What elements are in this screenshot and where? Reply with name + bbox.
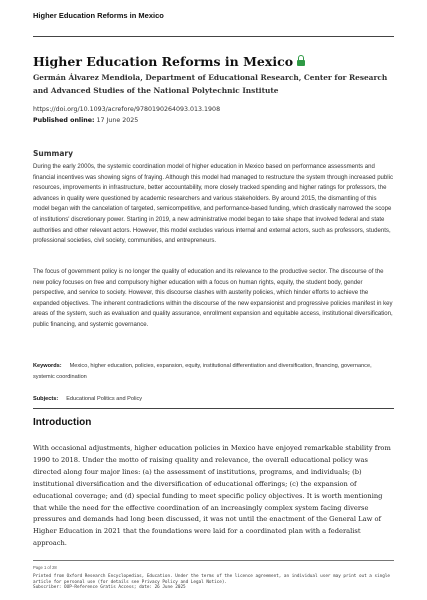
footer-divider	[33, 560, 394, 561]
section-divider	[33, 408, 394, 409]
summary-heading: Summary	[33, 149, 74, 158]
introduction-heading: Introduction	[33, 417, 92, 428]
header-divider	[33, 36, 394, 37]
keywords-line	[33, 361, 394, 382]
keywords-value: Mexico, higher education, policies, expansion, equity, institutional differentiation and diversification, financing, governance, systemic coordination	[33, 363, 372, 380]
print-notice	[33, 574, 394, 591]
page-number: Page 1 of 28	[33, 565, 57, 570]
print-notice-licence: Printed from Oxford Research Encyclopedias, Education. Under the terms of the licence agreement, an individual user may print out a single article for personal use (for details see Privacy Policy and Legal Notice).	[33, 574, 390, 585]
subjects-label: Subjects:	[33, 396, 59, 402]
published-date: 17 June 2025	[96, 117, 139, 124]
summary-paragraph-2: The focus of government policy is no longer the quality of education and its relevance to the productive sector. The discourse of the new policy focuses on free and compulsory higher education with a focus on human rights, equity, the student body, gender perspective, and service to society. However, this discourse clashes with austerity policies, which hinder efforts to achieve the expanded objectives. The inherent contradictions within the discourse of the new expansionist and progressive policies manifest in key areas of the system, such as evaluation and quality assurance, enrollment expansion and equitable access, institutional diversification, public financing, and systemic governance.	[33, 269, 393, 328]
published-line	[33, 117, 138, 124]
introduction-paragraph: With occasional adjustments, higher education policies in Mexico have enjoyed remarkable stability from 1990 to 2018. Under the motto of raising quality and relevance, the overall educational policy was directed along four major lines: (a) the assessment of institutions, programs, and individuals; (b) institutional diversification and the diversification of educational offerings; (c) the expansion of educational coverage; and (d) special funding to meet specific policy objectives. It is worth mentioning that while the need for the effective coordination of an increasingly complex system facing diverse pressures and demands had long been discussed, it was not until the enactment of the General Law of Higher Education in 2021 that the foundations were laid for a coordinated plan with a federalist approach.	[33, 444, 391, 548]
published-label: Published online:	[33, 117, 95, 124]
subjects-value[interactable]: Educational Politics and Policy	[66, 396, 143, 402]
author-affiliation: Germán Álvarez Mendiola, Department of Educational Research, Center for Research and Advanced Studies of the National Polytechnic Institute	[33, 73, 388, 95]
summary-paragraph-1: During the early 2000s, the systemic coordination model of higher education in Mexico based on performance assessments and financial incentives was showing signs of fraying. Although this model had managed to restructure the system through increased public resources, improvements in infrastructure, better accountability, more closely tracked spending and higher ratings for professors, the advances in quality were questioned by academic researchers and various stakeholders. By around 2015, the dismantling of this model began with the cancelation of targeted, semicompetitive, and performance-based funding, which drastically narrowed the scope of institutions' discretionary power. Starting in 2019, a new administrative model began to take shape that involved federal and state authorities and other relevant actors. However, this model excludes various internal and external actors, such as professors, students, professional societies, civil society, communities, and entrepreneurs.	[33, 164, 393, 245]
running-header-title: Higher Education Reforms in Mexico	[33, 11, 164, 20]
print-notice-subscriber: Subscriber: OUP-Reference Gratis Access; date: 26 June 2025	[33, 585, 186, 591]
doi-link[interactable]: https://doi.org/10.1093/acrefore/9780190264093.013.1908	[33, 106, 221, 113]
subjects-line	[33, 394, 394, 405]
article-title	[33, 54, 363, 69]
open-access-lock-icon	[297, 60, 305, 66]
keywords-label: Keywords:	[33, 363, 62, 369]
article-title-text: Higher Education Reforms in Mexico	[33, 54, 294, 69]
